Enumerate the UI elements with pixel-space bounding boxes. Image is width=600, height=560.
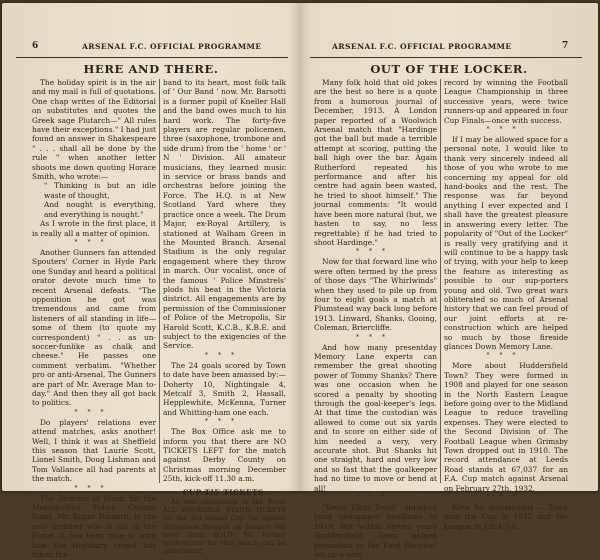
star-divider: *** xyxy=(74,484,114,492)
paragraph: Another Gunners fan attended Spouters' Corner in Hyde Park one Sunday and heard a political orator devote much time to recent Arsenal defeats. "The opposition he got was tremendous and came from listeners of all standing in life—some of them (to quote my correspondent) " . . as un-soccer-funlike as chalk and cheese." He passes one comment verbatim. "Whether pro or anti-Arsenal, The Gunners are part of Mr. Average Man to-day." And then they all got back to politics. xyxy=(32,247,156,408)
paragraph: The Box Office ask me to inform you that there are NO TICKETS LEFT for the match against Derby County on Christmas morning December 25th, kick-off 11.30 a.m. xyxy=(163,427,286,484)
paragraph: Now for that forward line who were often termed by the press of those days "The Whirlwinds" when they used to pile up from four to eight goals a match at Plumstead way back long before 1913. Linward, Shanks, Gooing, Coleman, Briercliffe. xyxy=(314,257,437,333)
section-title: OUT OF THE LOCKER. xyxy=(370,62,528,76)
running-title: ARSENAL F.C. OFFICIAL PROGRAMME xyxy=(332,42,512,51)
right-column-1 xyxy=(314,78,437,560)
star-divider: *** xyxy=(486,494,526,502)
star-divider: *** xyxy=(486,352,526,360)
paragraph: Note for statisticians — Town won the Cup in 1922 and the League in 1924-5-6. xyxy=(444,503,568,531)
column-divider xyxy=(159,79,160,483)
star-divider: *** xyxy=(74,238,114,246)
paragraph: band to its heart, most folk talk of ' Our Band ' now. Mr. Barsotti is a former pupil of Kneller Hall and the band owes much to his hard work. The forty-five players are regular policemen, three (saxophone, trombone and side drum) from the ' home ' or ' N ' Division. All amateur musicians, they learned music in service or brass bands and orchestras before joining the Force. The H.Q. is at New Scotland Yard where they practice once a week. The Drum Major, ex-Royal Artillery, is stationed at Walham Green in the Mounted Branch. Arsenal Stadium is the only regular engagement where they throw in march. Our vocalist, once of the famous ' Police Minstrels' plods his beat in the Victoria district. All engagements are by permission of the Commissioner of Police of the Metropolis, Sir Harold Scott, K.C.B., K.B.E. and subject to the exigencies of the Service. xyxy=(163,78,286,351)
star-divider: *** xyxy=(356,494,395,502)
paragraph: Do players' relations ever attend matches, asks another! Well, I think it was at Sheffield this season that Laurie Scott, Lionel Smith, Doug Lishman and Tom Vallance all had parents at the match. xyxy=(32,417,156,484)
header-rule xyxy=(310,57,582,58)
paragraph: Many folk hold that old jokes are the best so here is a quote from a humorous journal of December, 1913. A London paper reported of a Woolwich Arsenal match that "Hardinge got the ball but made a terrible attempt at scoring, putting the ball high over the bar. Again Rutherford repeated his performance and after his centre had again been wasted, he tried to shoot himself." The journal comments: "It would have been more natural (but, we hasten to say, no less regrettable) if he had tried to shoot Hardinge." xyxy=(314,78,437,247)
cup-tie-heading: CUP TIE TICKETS. xyxy=(182,487,267,497)
left-page xyxy=(2,3,300,560)
section-title: HERE AND THERE. xyxy=(83,62,219,76)
left-column-1 xyxy=(32,78,156,560)
star-divider: *** xyxy=(74,408,114,416)
star-divider: *** xyxy=(486,126,526,134)
quote-line: And nought is everything, and everything is nought." xyxy=(44,200,156,219)
right-column-2 xyxy=(444,78,568,531)
paragraph: "Town Club Dead" shrieked local newspaper headlines in 1919. But within eleven years Huddersfield Town gained promotion to the First Division, set up a new xyxy=(314,503,437,560)
paragraph: And how many presentday Memory Lane experts can remember the great shooting power of Tommy Shanks? There was one occasion when he scored a penalty by shooting through the goal-keeper's legs. At that time the custodian was allowed to come out six yards and to score on either side of him needed a very, very accurate shot. But Shanks hit one straight, hard and very low and so fast that the goalkeeper had no time to move or bend at all! xyxy=(314,342,437,493)
paragraph: As I wrote in the first place, it is really all a matter of opinion. xyxy=(32,219,156,238)
paragraph: The holiday spirit is in the air and my mail is full of quotations. One chap writes of the Editorial on substitutes and quotes the Greek sage Plutarch—" All rules have their exceptions." I had just found an answer in Shakespeare " . . . shall all be done by the rule " when another letter shoots me down quoting Horace Smith, who wrote:— xyxy=(32,78,156,182)
paragraph: More about Huddersfield Town? They were formed in 1908 and played for one season in the North Eastern League before going over to the Midland League to reduce travelling expenses. They were elected to the Second Division of The Football League when Grimsby Town dropped out in 1910. The record attendance at Leeds Road stands at 67,037 for an F.A. Cup match against Arsenal on February 27th, 1932. xyxy=(444,361,568,493)
right-page xyxy=(300,3,598,560)
paragraph: record by winning the Football League Championship in three successive years, were twice runners-up and appeared in four Cup Finals—once with success. xyxy=(444,78,568,125)
page-number: 6 xyxy=(32,41,39,51)
star-divider: *** xyxy=(205,418,244,426)
page-number: 7 xyxy=(562,41,569,51)
paragraph: If I may be allowed space for a personal note, I would like to thank very sincerely indeed all those of you who wrote to me concerning my appeal for old hand-books and the rest. The response was far beyond anything I ever expected and I shall have the greatest pleasure in answering every letter. The popularity of "Out of the Locker" is really very gratifying and it will continue to be a happy task of trying, with your help to keep the feature as interesting as possible to our sup-porters young and old. Two great wars obliterated so much of Arsenal history that we can feel proud of our joint efforts at re-construction which are helped so much by those fireside glances Down Memory Lane. xyxy=(444,135,568,351)
programme-spread xyxy=(2,3,598,560)
star-divider: *** xyxy=(356,333,395,341)
column-divider xyxy=(440,79,441,483)
paragraph: The 24 goals scored by Town to date have been amassed by:—Doherty 10, Nightingale 4, Metcalf 3, Smith 2, Hassall, Hepplewhite, McKenna, Turner and Whitting-ham one each. xyxy=(163,360,286,417)
quote-line: " Thinking is but an idle waste of thought, xyxy=(44,181,156,200)
star-divider: *** xyxy=(205,351,244,359)
running-title: ARSENAL F.C. OFFICIAL PROGRAMME xyxy=(82,42,262,51)
cup-tie-notice: As was announced in the Press ALL BOOKABLE STAND TICKETS for the 3rd Round Cup Tie against Tottenham Hotspur on January 8th have been SOLD. No further applications for this match can be entertained xyxy=(163,498,286,556)
star-divider: *** xyxy=(356,248,395,256)
left-column-2 xyxy=(163,78,286,556)
paragraph: The Director of Music for the Metropolitan Police Central Band, Mr. Roger Barsotti, is the only member who is not in the Force. It has been nice to note how the Highbury crowd has taken the xyxy=(32,493,156,560)
header-rule xyxy=(16,57,288,58)
